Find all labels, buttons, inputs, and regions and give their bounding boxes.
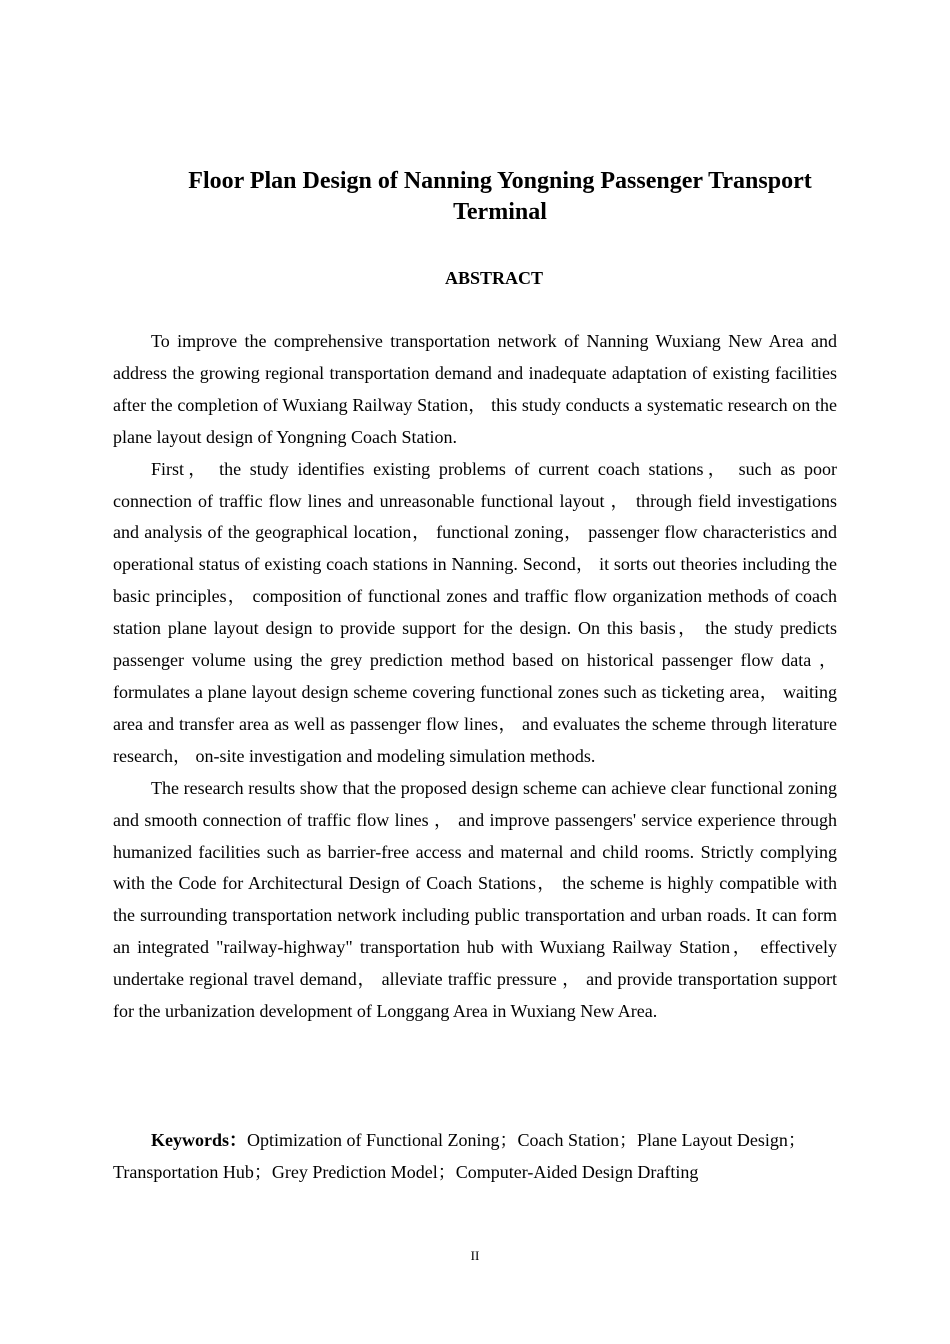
keywords-text: Optimization of Functional Zoning；Coach Station；Plane Layout Design；Transportation Hub；Grey Prediction Model；Computer-Aided Design Drafting: [113, 1130, 806, 1182]
abstract-body: [113, 326, 837, 1028]
document-title: Floor Plan Design of Nanning Yongning Passenger Transport Terminal: [188, 168, 812, 225]
abstract-paragraph-2: First， the study identifies existing problems of current coach stations， such as poor connection of traffic flow lines and unreasonable functional layout ， through field investigations and analysis of the geographical location， functional zoning， passenger flow characteristics and operational status of existing coach stations in Nanning. Second， it sorts out theories including the basic principles， composition of functional zones and traffic flow organization methods of coach station plane layout design to provide support for the design. On this basis， the study predicts passenger volume using the grey prediction method based on historical passenger flow data ， formulates a plane layout design scheme covering functional zones such as ticketing area， waiting area and transfer area as well as passenger flow lines， and evaluates the scheme through literature research， on-site investigation and modeling simulation methods.: [113, 458, 837, 766]
abstract-heading: ABSTRACT: [444, 268, 544, 288]
keywords-line: [113, 1124, 837, 1188]
abstract-paragraph-3: The research results show that the proposed design scheme can achieve clear functional zoning and smooth connection of traffic flow lines ， and improve passengers' service experience through humanized facilities such as barrier-free access and maternal and child rooms. Strictly complying with the Code for Architectural Design of Coach Stations， the scheme is highly compatible with the surrounding transportation network including public transportation and urban roads. It can form an integrated "railway-highway" transportation hub with Wuxiang Railway Station， effectively undertake regional travel demand， alleviate traffic pressure ， and provide transportation support for the urbanization development of Longgang Area in Wuxiang New Area.: [113, 777, 837, 1022]
abstract-paragraph-1: To improve the comprehensive transportation network of Nanning Wuxiang New Area and address the growing regional transportation demand and inadequate adaptation of existing facilities after the completion of Wuxiang Railway Station， this study conducts a systematic research on the plane layout design of Yongning Coach Station.: [113, 331, 837, 447]
keywords-label: Keywords：: [151, 1130, 247, 1150]
page-number: II: [470, 1248, 480, 1263]
